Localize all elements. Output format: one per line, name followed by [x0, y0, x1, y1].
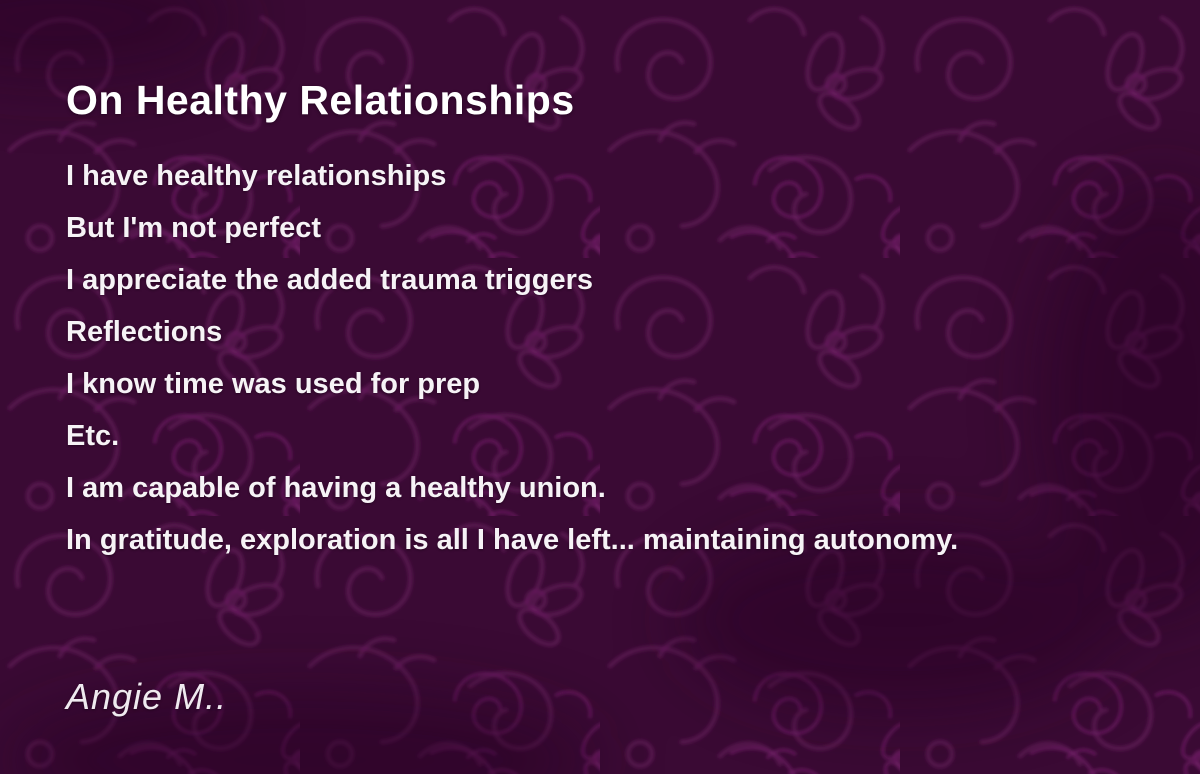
poem-line: I have healthy relationships [66, 159, 447, 192]
poem-author-signature: Angie M.. [66, 676, 228, 717]
poem-line: But I'm not perfect [66, 211, 322, 244]
poem-title: On Healthy Relationships [66, 77, 575, 124]
poem-line: I know time was used for prep [66, 367, 481, 400]
poem-line: I am capable of having a healthy union. [66, 471, 606, 504]
poem-line: Reflections [66, 315, 223, 348]
poem-line: In gratitude, exploration is all I have left... maintaining autonomy. [66, 523, 959, 556]
poem-line: Etc. [66, 419, 120, 452]
poem-body [66, 150, 958, 566]
poem-line: I appreciate the added trauma triggers [66, 263, 593, 296]
